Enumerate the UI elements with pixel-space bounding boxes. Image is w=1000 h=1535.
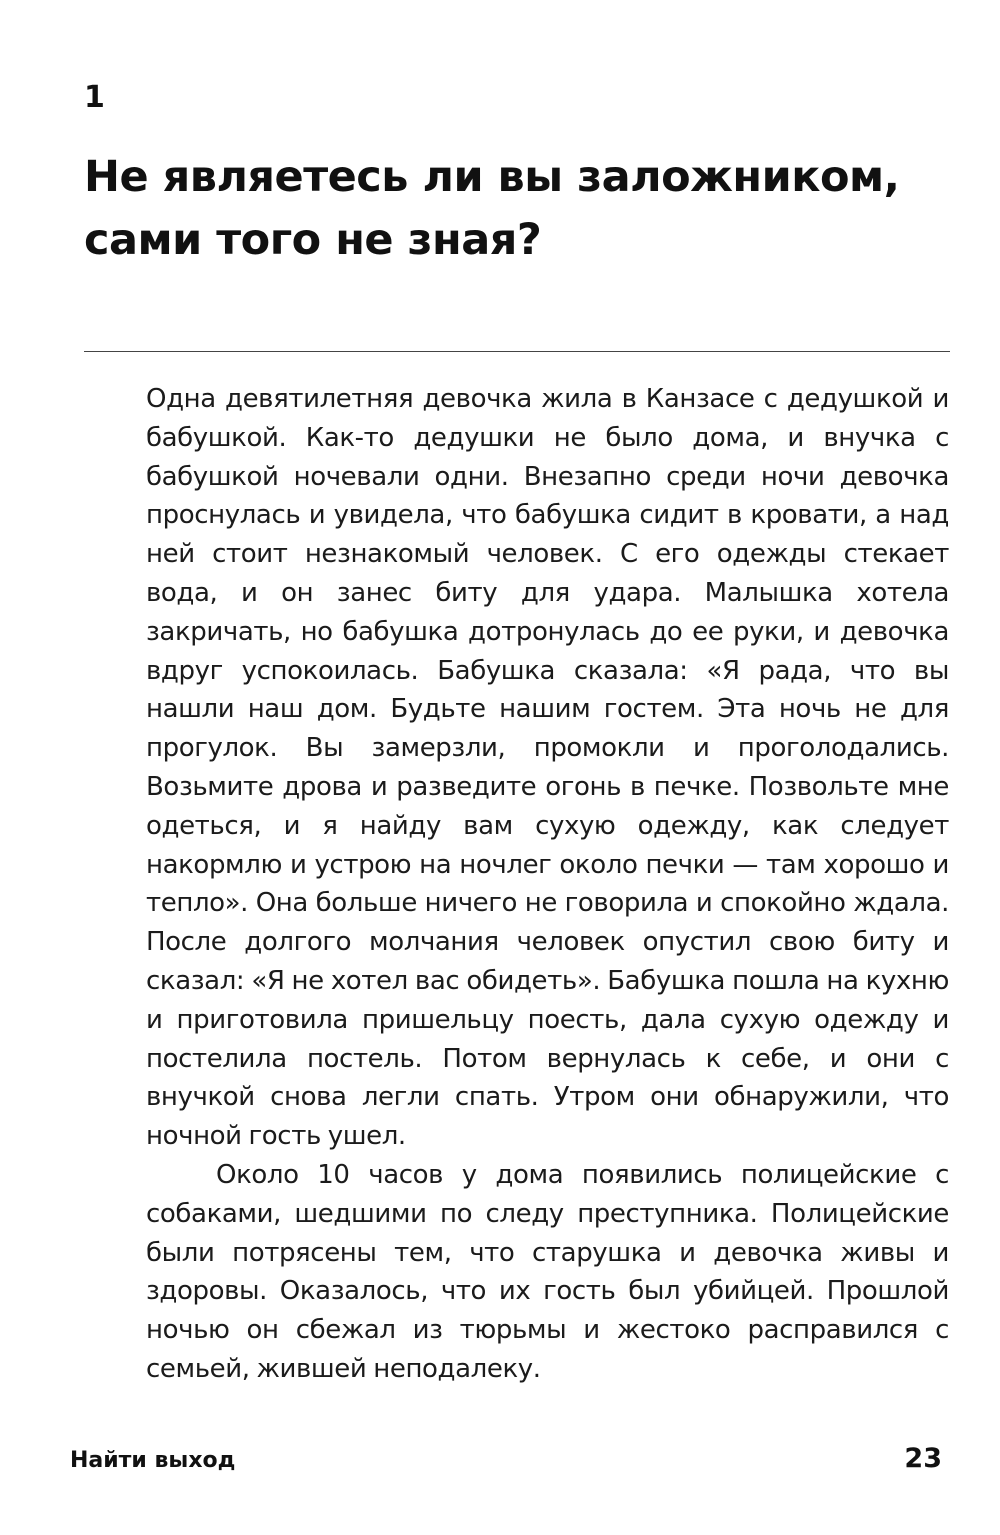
paragraph-1: Одна девятилетняя девочка жила в Канзасе с дедушкой и бабушкой. Как-то дедушки не было дома, и внучка с бабушкой ночевали одни. Внезапно среди ночи девочка проснулась и увидела, что бабушка сидит в кровати, а над ней стоит незнакомый человек. С его одежды стекает вода, и он занес биту для удара. Малышка хотела закричать, но бабушка дотронулась до ее руки, и девочка вдруг успокоилась. Бабушка сказала: «Я рада, что вы нашли наш дом. Будьте нашим гостем. Эта ночь не для прогулок. Вы замерзли, промокли и проголодались. Возьмите дрова и разведите огонь в печке. Позвольте мне одеться, и я найду вам сухую одежду, как следует накормлю и устрою на ночлег около печки — там хорошо и тепло». Она больше ничего не говорила и спокойно ждала. После долгого молчания человек опустил свою биту и сказал: «Я не хотел вас обидеть». Бабушка пошла на кухню и приготовила пришельцу поесть, дала сухую одежду и постелила постель. Потом вернулась к себе, и они с внучкой снова легли спать. Утром они обнаружили, что ночной гость ушел. <box>146 384 949 1152</box>
chapter-title: Не являетесь ли вы заложником, сами того не зная? <box>84 152 900 265</box>
section-divider <box>84 351 950 352</box>
page-number: 23 <box>904 1443 942 1474</box>
body-text <box>146 380 949 1389</box>
paragraph-2: Около 10 часов у дома появились полицейские с собаками, шедшими по следу преступника. Полицейские были потрясены тем, что старушка и девочка живы и здоровы. Оказалось, что их гость был убийцей. Прошлой ночью он сбежал из тюрьмы и жестоко расправился с семьей, жившей неподалеку. <box>146 1159 949 1384</box>
footer-book-title: Найти выход <box>70 1448 236 1473</box>
chapter-number: 1 <box>84 80 105 115</box>
